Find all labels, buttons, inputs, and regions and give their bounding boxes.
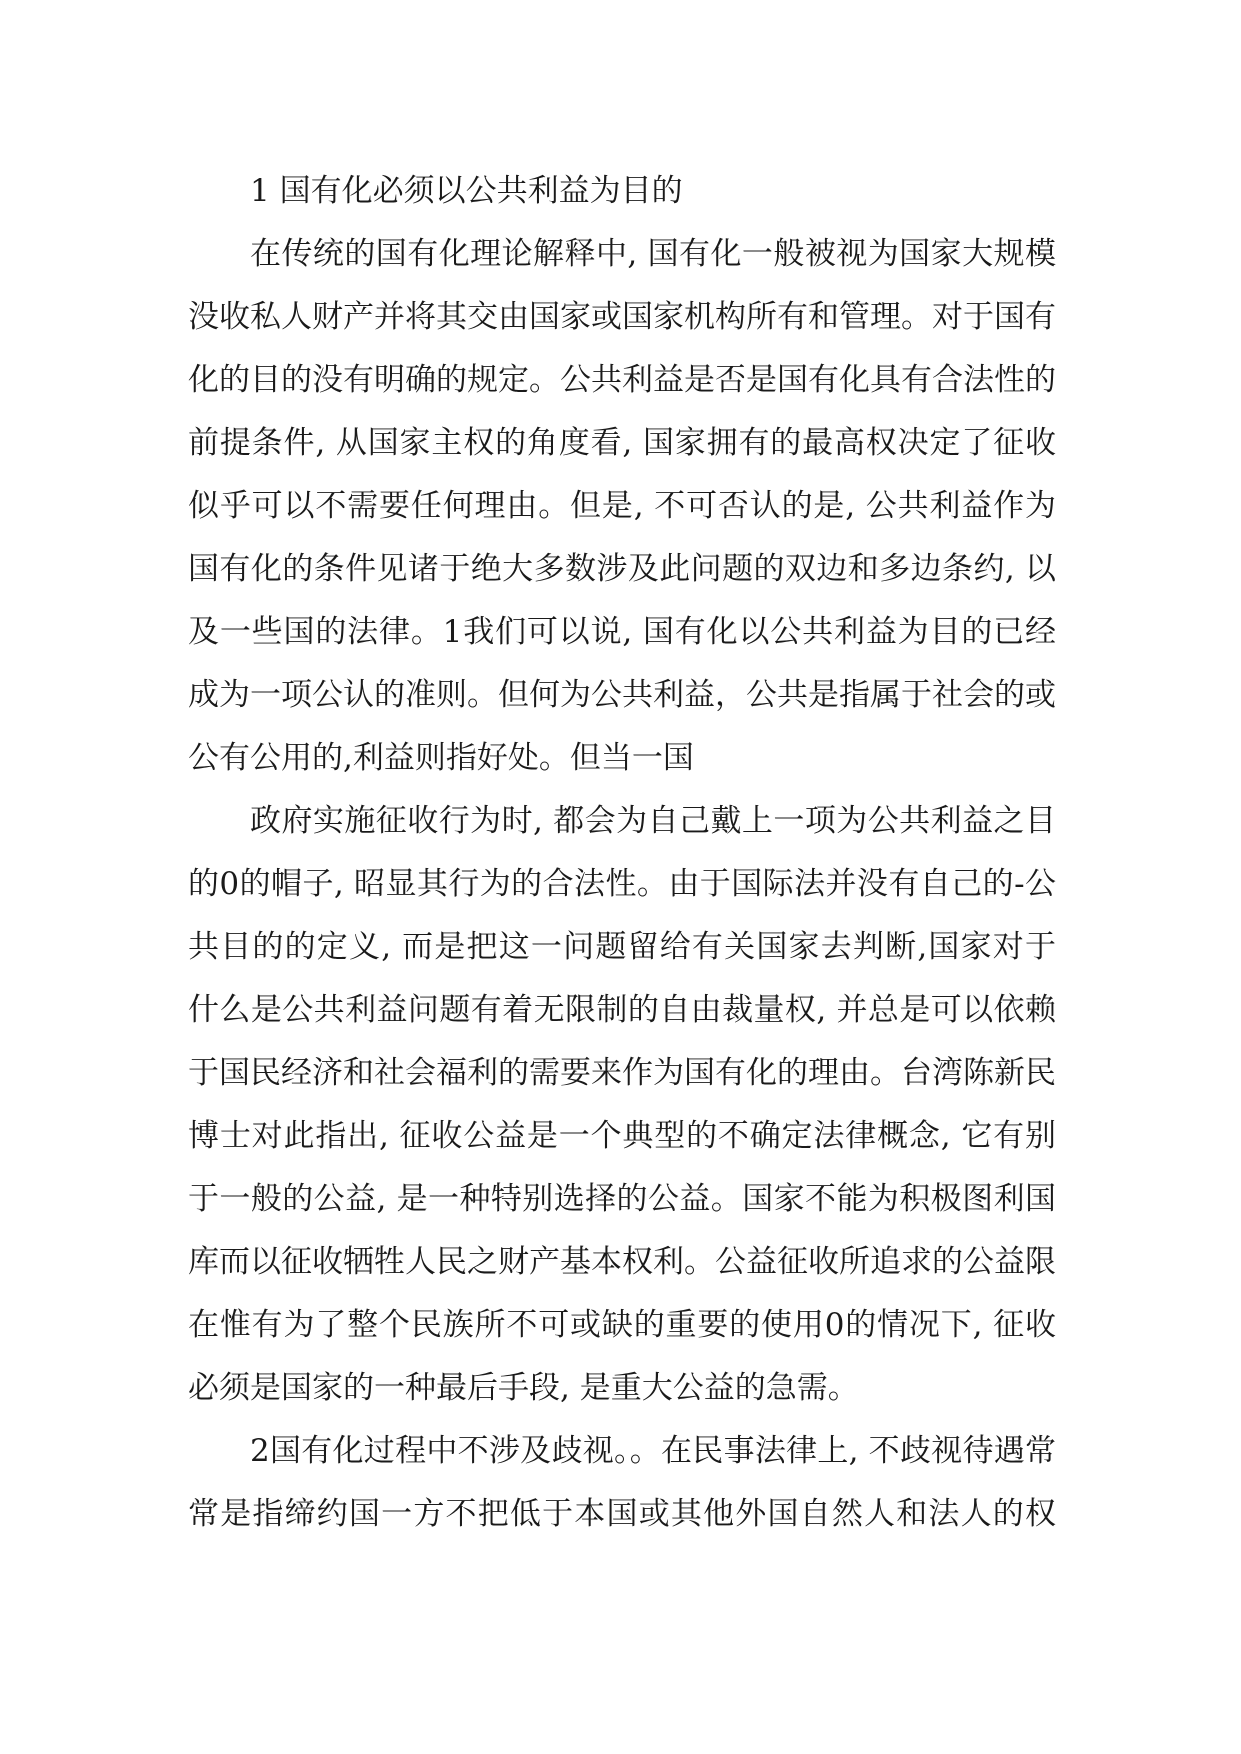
text-line: 常是指缔约国一方不把低于本国或其他外国自然人和法人的权 — [188, 1496, 1056, 1532]
text-line: 于一般的公益, 是一种特别选择的公益。国家不能为积极图利国 — [188, 1181, 1056, 1217]
text-line: 及一些国的法律。1我们可以说, 国有化以公共利益为目的已经 — [188, 614, 1056, 650]
text-line: 成为一项公认的准则。但何为公共利益，公共是指属于社会的或 — [188, 677, 1056, 713]
text-line: 2国有化过程中不涉及歧视。。在民事法律上, 不歧视待遇常 — [250, 1433, 1056, 1469]
text-line: 博士对此指出, 征收公益是一个典型的不确定法律概念, 它有别 — [188, 1118, 1056, 1154]
body-text — [188, 160, 1056, 1546]
text-line: 没收私人财产并将其交由国家或国家机构所有和管理。对于国有 — [188, 299, 1056, 335]
text-line: 在传统的国有化理论解释中, 国有化一般被视为国家大规模 — [250, 236, 1056, 272]
text-line: 政府实施征收行为时, 都会为自己戴上一项为公共利益之目 — [250, 803, 1056, 839]
text-line: 前提条件, 从国家主权的角度看, 国家拥有的最高权决定了征收 — [188, 425, 1056, 461]
text-line: 化的目的没有明确的规定。公共利益是否是国有化具有合法性的 — [188, 362, 1056, 398]
text-line: 公有公用的,利益则指好处。但当一国 — [188, 740, 694, 776]
text-line: 在惟有为了整个民族所不可或缺的重要的使用0的情况下, 征收 — [188, 1307, 1056, 1343]
text-line: 于国民经济和社会福利的需要来作为国有化的理由。台湾陈新民 — [188, 1055, 1056, 1091]
text-line: 共目的的定义, 而是把这一问题留给有关国家去判断,国家对于 — [188, 929, 1056, 965]
section-heading: 1 国有化必须以公共利益为目的 — [250, 173, 683, 209]
text-line: 国有化的条件见诸于绝大多数涉及此问题的双边和多边条约, 以 — [188, 551, 1056, 587]
text-line: 的0的帽子, 昭显其行为的合法性。由于国际法并没有自己的-公 — [188, 866, 1056, 902]
text-line: 必须是国家的一种最后手段, 是重大公益的急需。 — [188, 1370, 859, 1406]
text-line: 什么是公共利益问题有着无限制的自由裁量权, 并总是可以依赖 — [188, 992, 1056, 1028]
text-line: 库而以征收牺牲人民之财产基本权利。公益征收所追求的公益限 — [188, 1244, 1056, 1280]
text-line: 似乎可以不需要任何理由。但是, 不可否认的是, 公共利益作为 — [188, 488, 1056, 524]
